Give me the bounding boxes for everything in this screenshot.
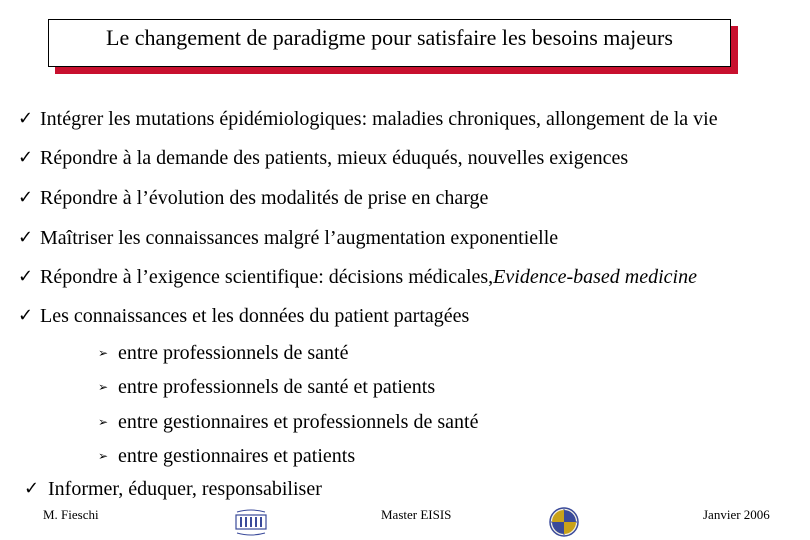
arrowhead-icon: ➢ [98,380,109,394]
sub-bullet-text: entre professionnels de santé et patients [118,375,436,398]
bullet-text: Les connaissances et les données du patient partagées [40,304,470,327]
bullet-item [18,264,697,290]
bullet-item [18,303,469,329]
arrowhead-icon: ➢ [98,449,109,463]
sub-bullet-item [98,443,355,469]
bullet-text: Répondre à la demande des patients, mieux éduqués, nouvelles exigences [40,146,629,169]
checkmark-icon: ✓ [18,108,34,129]
bullet-item [18,225,558,251]
sub-bullet-text: entre professionnels de santé [118,341,349,364]
bullet-text: Intégrer les mutations épidémiologiques: maladies chroniques, allongement de la vie [40,107,718,130]
sub-bullet-text: entre gestionnaires et patients [118,444,356,467]
bullet-item [18,106,718,132]
footer-program: Master EISIS [381,507,452,522]
footer-date: Janvier 2006 [703,507,770,522]
arrowhead-icon: ➢ [98,415,109,429]
bullet-item [18,145,628,171]
checkmark-icon: ✓ [18,227,34,248]
footer-author: M. Fieschi [43,507,99,522]
checkmark-icon: ✓ [18,187,34,208]
arrowhead-icon: ➢ [98,346,109,360]
bullet-text: Répondre à l’exigence scientifique: décisions médicales, [40,265,494,288]
university-logo-icon [233,506,269,538]
bullet-item [18,185,488,211]
bullet-text: Répondre à l’évolution des modalités de prise en charge [40,186,489,209]
checkmark-icon: ✓ [18,305,34,326]
slide-title: Le changement de paradigme pour satisfaire les besoins majeurs [106,25,673,50]
sub-bullet-item [98,409,478,435]
bullet-text: Informer, éduquer, responsabiliser [48,477,322,500]
checkmark-icon: ✓ [18,147,34,168]
sub-bullet-item [98,340,348,366]
checkmark-icon: ✓ [24,478,40,499]
sub-bullet-item [98,374,435,400]
bullet-text: Maîtriser les connaissances malgré l’augmentation exponentielle [40,226,559,249]
bullet-item [24,476,322,502]
checkmark-icon: ✓ [18,266,34,287]
bullet-italic-text: Evidence-based medicine [493,265,697,288]
title-box [48,19,731,67]
crest-logo-icon [549,506,579,538]
sub-bullet-text: entre gestionnaires et professionnels de santé [118,410,479,433]
